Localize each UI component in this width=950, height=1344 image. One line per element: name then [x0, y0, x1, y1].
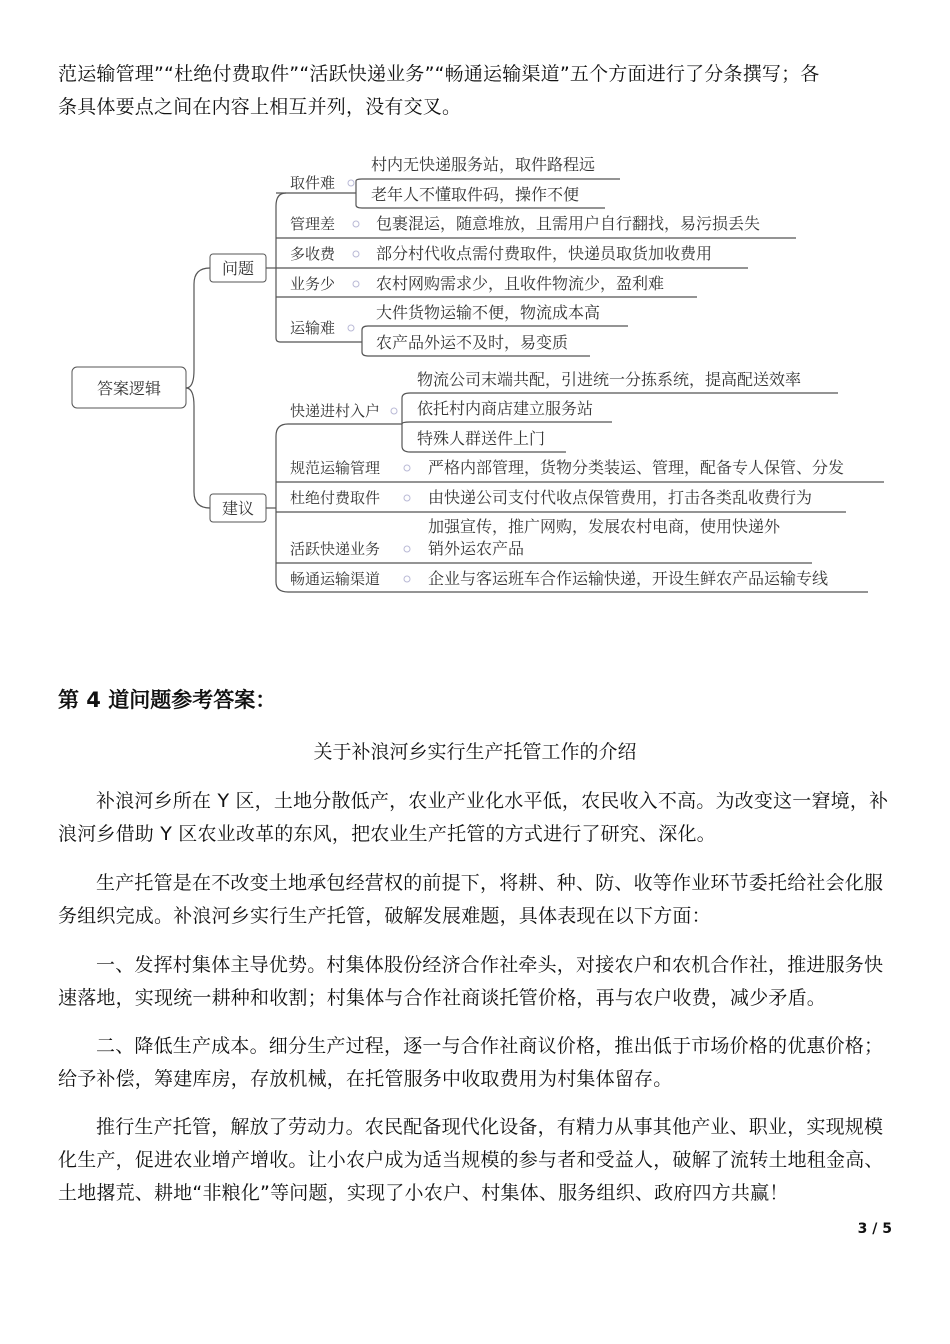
page-number: 3 / 5 [857, 1221, 892, 1237]
body-paragraph-5: 推行生产托管，解放了劳动力。农民配备现代化设备，有精力从事其他产业、职业，实现规模化生产，促进农业增产增收。让小农户成为适当规模的参与者和受益人，破解了流转土地租金高、土地撂荒、耕地“非粮化”等问题，实现了小农户、村集体、服务组织、政府四方共赢！ [58, 1116, 884, 1204]
section-heading: 第 4 道问题参考答案： [58, 688, 277, 712]
connector-root-suggestion [186, 388, 210, 508]
suggestion-item-3-name: 杜绝付费取件 [290, 489, 381, 507]
suggestion-item-2-detail-1: 严格内部管理，货物分类装运、管理，配备专人保管、分发 [428, 458, 845, 477]
problem-item-5-name: 运输难 [290, 319, 336, 337]
problem-item-1-detail-2: 老年人不懂取件码，操作不便 [371, 185, 580, 204]
collapse-dot-icon [404, 576, 410, 582]
problem-item-1-detail-1: 村内无快递服务站，取件路程远 [371, 155, 596, 174]
connector-root-problem [186, 268, 210, 388]
problem-item-3-detail-1: 部分村代收点需付费取件，快递员取货加收费用 [376, 244, 713, 263]
suggestion-item-1-name: 快递进村入户 [290, 402, 381, 420]
suggestion-item-1-detail-1: 物流公司末端共配，引进统一分拣系统，提高配送效率 [417, 370, 802, 389]
collapse-dot-icon [404, 546, 410, 552]
suggestion-item-3-detail-1: 由快递公司支付代收点保管费用，打击各类乱收费行为 [428, 488, 813, 507]
problem-item-2-name: 管理差 [290, 215, 336, 233]
body-paragraph-3: 一、发挥村集体主导优势。村集体股份经济合作社牵头，对接农户和农机合作社，推进服务快速落地，实现统一耕种和收割；村集体与合作社商谈托管价格，再与农户收费，减少矛盾。 [58, 954, 884, 1009]
problem-label: 问题 [221, 259, 255, 278]
problem-item-4-detail-1: 农村网购需求少，且收件物流少，盈利难 [376, 274, 665, 293]
suggestion-item-2-name: 规范运输管理 [290, 459, 381, 477]
intro-line-2: 条具体要点之间在内容上相互并列，没有交叉。 [58, 96, 462, 118]
mind-map [0, 0, 950, 640]
document-title: 关于补浪河乡实行生产托管工作的介绍 [313, 741, 637, 763]
body-paragraph-2: 生产托管是在不改变土地承包经营权的前提下，将耕、种、防、收等作业环节委托给社会化服务组织完成。补浪河乡实行生产托管，破解发展难题，具体表现在以下方面： [58, 872, 884, 927]
collapse-dot-icon [353, 251, 359, 257]
problem-item-5-detail-1: 大件货物运输不便，物流成本高 [376, 303, 601, 322]
collapse-dot-icon [404, 465, 410, 471]
suggestion-item-4-detail-2: 销外运农产品 [428, 539, 525, 558]
collapse-dot-icon [391, 408, 397, 414]
suggestion-item-1-detail-3: 特殊人群送件上门 [417, 429, 546, 448]
suggestion-item-4-detail-1: 加强宣传，推广网购，发展农村电商，使用快递外 [428, 517, 781, 536]
body-paragraph-1: 补浪河乡所在 Y 区，土地分散低产，农业产业化水平低，农民收入不高。为改变这一窘境，补浪河乡借助 Y 区农业改革的东风，把农业生产托管的方式进行了研究、深化。 [58, 790, 889, 845]
root-label: 答案逻辑 [96, 379, 162, 398]
intro-line-1: 范运输管理”“杜绝付费取件”“活跃快递业务”“畅通运输渠道”五个方面进行了分条撰写；各 [58, 63, 820, 85]
suggestion-item-1-detail-2: 依托村内商店建立服务站 [417, 399, 594, 418]
problem-item-1-name: 取件难 [290, 174, 336, 192]
suggestion-label: 建议 [221, 499, 255, 518]
problem-item-5-detail-2: 农产品外运不及时，易变质 [376, 333, 569, 352]
suggestion-item-4-name: 活跃快递业务 [290, 540, 381, 558]
collapse-dot-icon [353, 281, 359, 287]
collapse-dot-icon [353, 221, 359, 227]
body-paragraph-4: 二、降低生产成本。细分生产过程，逐一与合作社商议价格，推出低于市场价格的优惠价格；给予补偿，筹建库房，存放机械，在托管服务中收取费用为村集体留存。 [58, 1035, 884, 1090]
collapse-dot-icon [348, 325, 354, 331]
collapse-dot-icon [404, 495, 410, 501]
suggestion-item-5-name: 畅通运输渠道 [290, 570, 381, 588]
collapse-dot-icon [348, 180, 354, 186]
problem-item-3-name: 多收费 [290, 245, 336, 263]
problem-item-4-name: 业务少 [290, 275, 336, 293]
problem-item-2-detail-1: 包裹混运，随意堆放，且需用户自行翻找，易污损丢失 [376, 214, 761, 233]
suggestion-item-5-detail-1: 企业与客运班车合作运输快递，开设生鲜农产品运输专线 [428, 569, 829, 588]
